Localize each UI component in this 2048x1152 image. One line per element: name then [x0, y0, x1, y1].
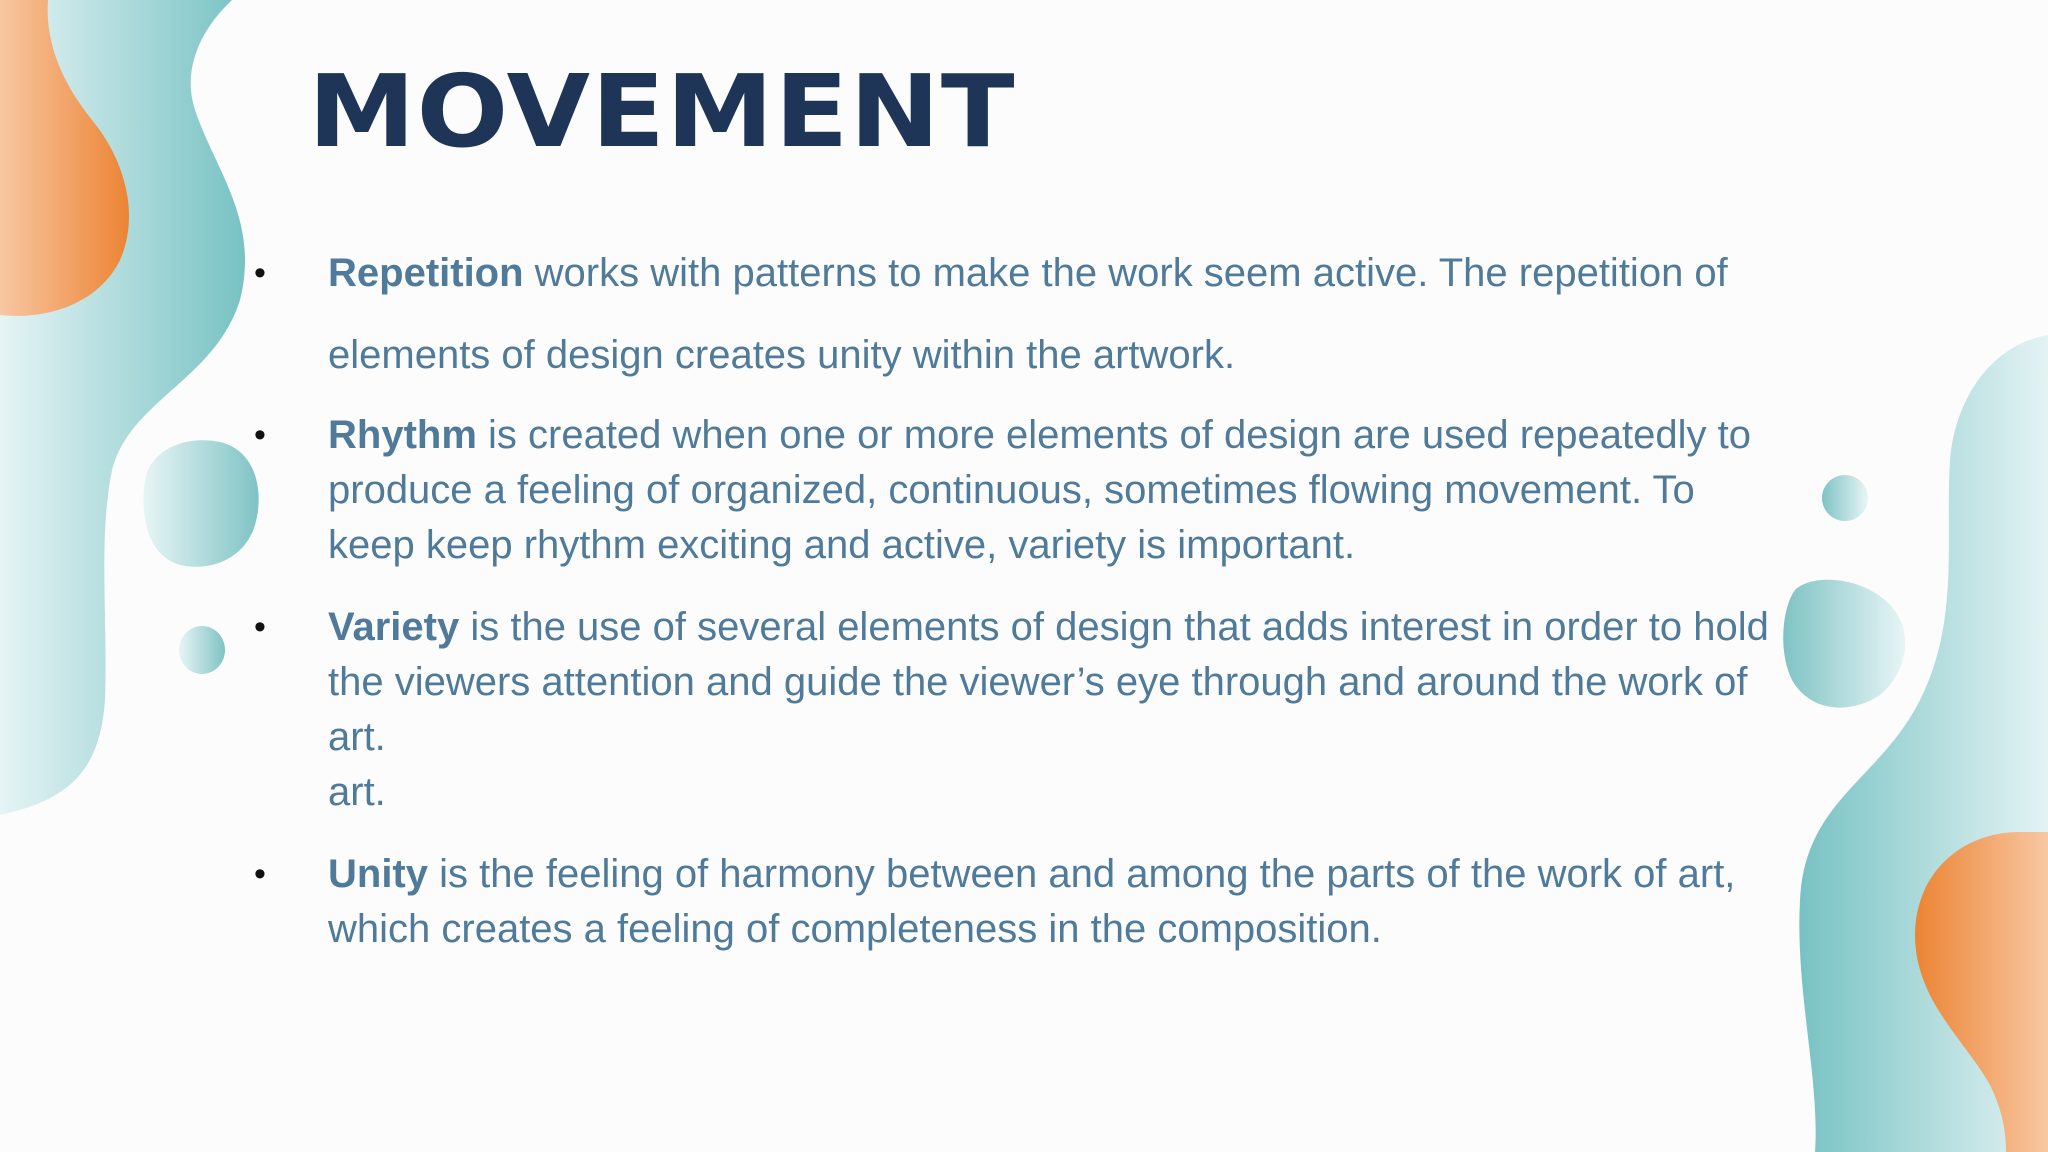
bullet-line: [328, 232, 1774, 314]
slide-title: MOVEMENT: [308, 53, 1016, 170]
right-small-blob: [1822, 475, 1868, 521]
left-small-blob: [179, 626, 225, 674]
bullet-text: is the use of several elements of design that adds interest in order to hold the viewers attention and guide the viewer’s eye through and around the work of art.: [328, 605, 1769, 759]
bullet-item-unity: [254, 847, 1774, 957]
left-large-blob: [143, 440, 258, 566]
bullet-item-variety: [254, 600, 1774, 820]
bullet-term: Variety: [328, 605, 460, 649]
bullet-text-continuation: elements of design creates unity within the artwork.: [328, 333, 1236, 377]
bullet-term: Rhythm: [328, 413, 477, 457]
bullet-term: Repetition: [328, 251, 524, 295]
bullet-item-rhythm: [254, 408, 1774, 573]
bullet-text: is created when one or more elements of design are used repeatedly to produce a feeling of organized, continuous, sometimes flowing movement. To keep keep rhythm exciting and active, variety is important.: [328, 413, 1751, 567]
bullet-text-continuation: art.: [328, 770, 386, 814]
bullet-text: is the feeling of harmony between and among the parts of the work of art, which creates a feeling of completeness in the composition.: [328, 852, 1736, 951]
bullet-term: Unity: [328, 852, 428, 896]
bullet-item-repetition: [254, 232, 1774, 396]
right-large-blob: [1783, 580, 1905, 708]
bullet-text: works with patterns to make the work seem active. The repetition of: [523, 251, 1728, 295]
bullet-list: [254, 232, 1774, 957]
